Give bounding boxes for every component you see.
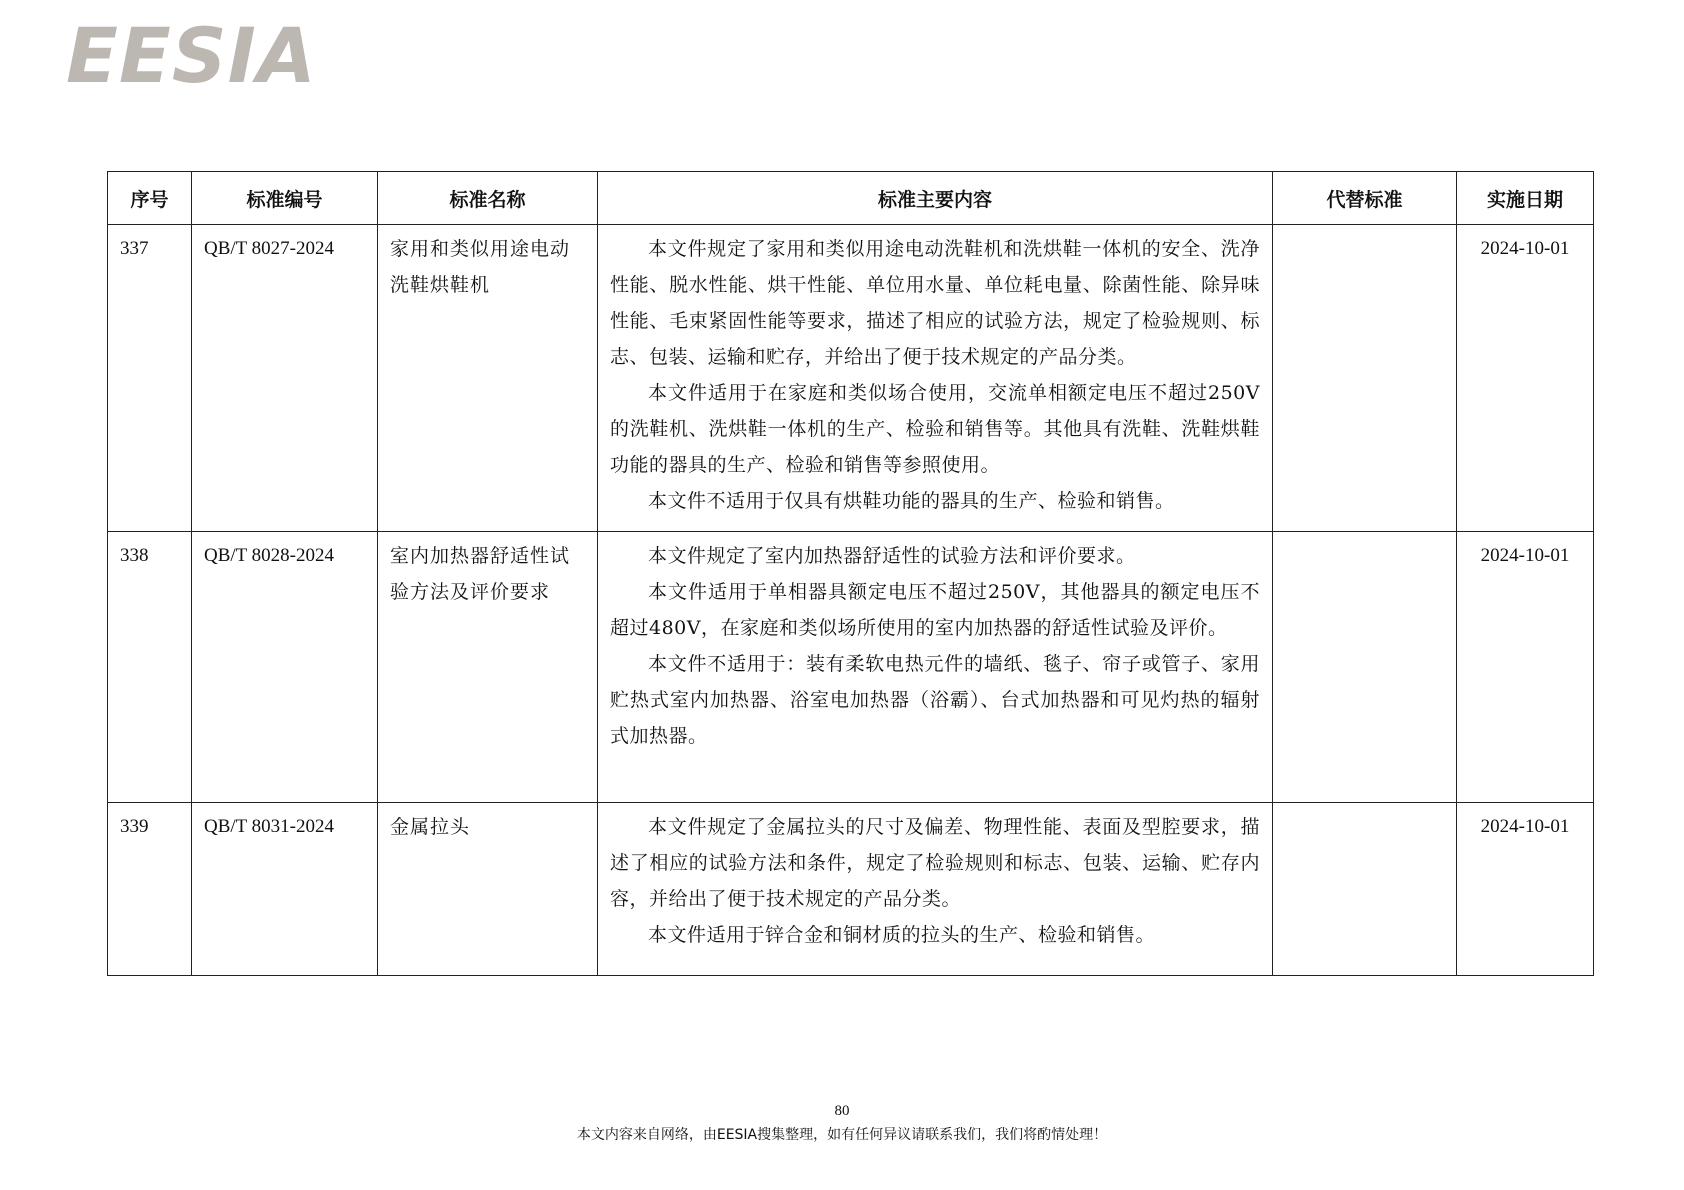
row-date: 2024-10-01: [1457, 225, 1594, 532]
header-code: 标准编号: [192, 172, 378, 225]
content-paragraph: 本文件规定了室内加热器舒适性的试验方法和评价要求。: [648, 545, 1136, 567]
content-paragraph: 本文件适用于在家庭和类似场合使用，交流单相额定电压不超过250V的洗鞋机、洗烘鞋一体机的生产、检验和销售等。其他具有洗鞋、洗鞋烘鞋功能的器具的生产、检验和销售等参照使用。: [610, 382, 1260, 476]
eesia-logo: EESIA: [66, 11, 317, 100]
row-content: [598, 532, 1273, 803]
row-seq: 337: [108, 225, 192, 532]
page-number: 80: [834, 1103, 850, 1119]
content-paragraph: 本文件不适用于仅具有烘鞋功能的器具的生产、检验和销售。: [648, 490, 1175, 512]
footer-disclaimer: 本文内容来自网络，由EESIA搜集整理，如有任何异议请联系我们，我们将酌情处理！: [576, 1127, 1108, 1143]
content-paragraph: 本文件规定了家用和类似用途电动洗鞋机和洗烘鞋一体机的安全、洗净性能、脱水性能、烘干性能、单位用水量、单位耗电量、除菌性能、除异味性能、毛束紧固性能等要求，描述了相应的试验方法，规定了检验规则、标志、包装、运输和贮存，并给出了便于技术规定的产品分类。: [610, 238, 1260, 368]
content-paragraph: 本文件规定了金属拉头的尺寸及偏差、物理性能、表面及型腔要求，描述了相应的试验方法和条件，规定了检验规则和标志、包装、运输、贮存内容，并给出了便于技术规定的产品分类。: [610, 816, 1260, 910]
content-paragraph: 本文件适用于单相器具额定电压不超过250V，其他器具的额定电压不超过480V，在家庭和类似场所使用的室内加热器的舒适性试验及评价。: [610, 581, 1260, 639]
row-date: 2024-10-01: [1457, 532, 1594, 803]
header-seq: 序号: [108, 172, 192, 225]
table-row: [108, 225, 1594, 532]
header-content: 标准主要内容: [598, 172, 1273, 225]
row-content: [598, 225, 1273, 532]
header-name: 标准名称: [378, 172, 598, 225]
row-replaces: [1273, 803, 1457, 976]
row-date: 2024-10-01: [1457, 803, 1594, 976]
header-replaces: 代替标准: [1273, 172, 1457, 225]
table-header-row: [108, 172, 1594, 225]
row-name: 室内加热器舒适性试验方法及评价要求: [378, 532, 598, 803]
content-paragraph: 本文件不适用于：装有柔软电热元件的墙纸、毯子、帘子或管子、家用贮热式室内加热器、浴室电加热器（浴霸）、台式加热器和可见灼热的辐射式加热器。: [610, 653, 1260, 747]
table-row: [108, 532, 1594, 803]
standards-table: [107, 171, 1594, 976]
row-seq: 338: [108, 532, 192, 803]
table-row: [108, 803, 1594, 976]
row-replaces: [1273, 532, 1457, 803]
row-replaces: [1273, 225, 1457, 532]
row-content: [598, 803, 1273, 976]
row-seq: 339: [108, 803, 192, 976]
row-code: QB/T 8027-2024: [192, 225, 378, 532]
row-name: 金属拉头: [378, 803, 598, 976]
row-code: QB/T 8028-2024: [192, 532, 378, 803]
row-code: QB/T 8031-2024: [192, 803, 378, 976]
header-date: 实施日期: [1457, 172, 1594, 225]
content-paragraph: 本文件适用于锌合金和铜材质的拉头的生产、检验和销售。: [648, 924, 1156, 946]
row-name: 家用和类似用途电动洗鞋烘鞋机: [378, 225, 598, 532]
